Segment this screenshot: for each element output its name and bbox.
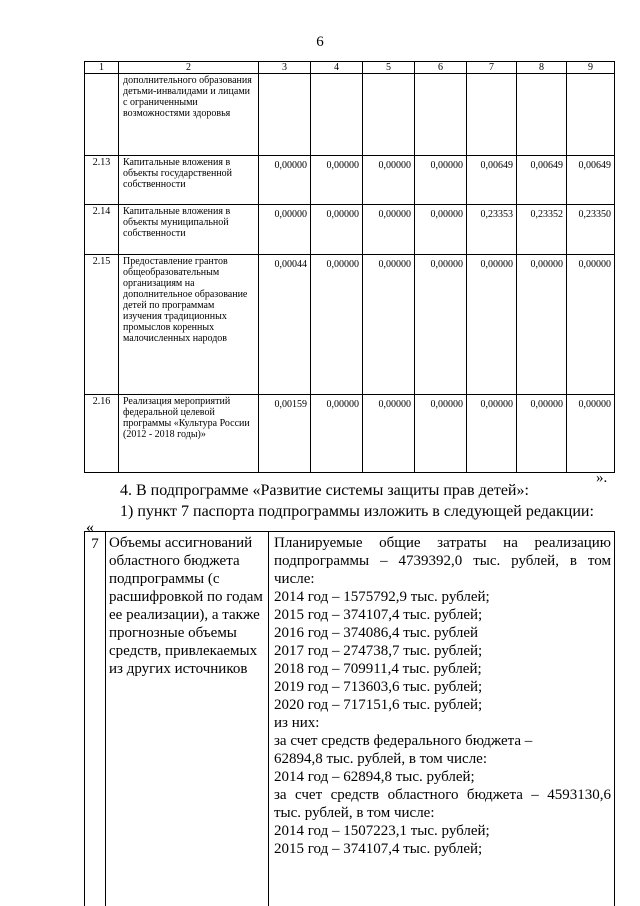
column-header: 6 bbox=[415, 62, 467, 74]
row-name: дополнительного образования детьми-инвалидами и лицами с ограниченными возможностями здоровья bbox=[119, 74, 259, 156]
description-line: 2016 год – 374086,4 тыс. рублей bbox=[274, 625, 479, 641]
row-name: Капитальные вложения в объекты муниципальной собственности bbox=[119, 205, 259, 255]
description-line: за счет средств федерального бюджета – bbox=[274, 733, 533, 749]
description-line: 2014 год – 1507223,1 тыс. рублей; bbox=[274, 823, 490, 839]
row-value: 0,00000 bbox=[311, 255, 363, 395]
row-value: 0,00000 bbox=[363, 395, 415, 473]
table-row bbox=[85, 395, 615, 473]
description-line: числе: bbox=[274, 571, 315, 587]
row-value: 0,23352 bbox=[517, 205, 567, 255]
row-value: 0,00000 bbox=[467, 395, 517, 473]
row-value: 0,00000 bbox=[311, 395, 363, 473]
row-number: 2.16 bbox=[85, 395, 119, 473]
row-value bbox=[467, 74, 517, 156]
item-description bbox=[269, 532, 615, 906]
allocation-share-table bbox=[84, 61, 615, 473]
table-row bbox=[85, 74, 615, 156]
row-value: 0,00000 bbox=[517, 255, 567, 395]
row-value: 0,00000 bbox=[259, 156, 311, 205]
row-value: 0,00000 bbox=[363, 255, 415, 395]
description-line: за счет средств областного бюджета – 4593130,6 bbox=[274, 787, 611, 803]
closing-quote: ». bbox=[596, 470, 608, 486]
row-value bbox=[259, 74, 311, 156]
row-value: 0,23353 bbox=[467, 205, 517, 255]
row-name: Капитальные вложения в объекты государственной собственности bbox=[119, 156, 259, 205]
column-header: 8 bbox=[517, 62, 567, 74]
row-number: 2.15 bbox=[85, 255, 119, 395]
table-row bbox=[85, 532, 615, 906]
table-row bbox=[85, 205, 615, 255]
row-number: 2.14 bbox=[85, 205, 119, 255]
passport-item-table bbox=[84, 531, 615, 906]
row-value bbox=[415, 74, 467, 156]
description-line: 2017 год – 274738,7 тыс. рублей; bbox=[274, 643, 483, 659]
description-line: 2015 год – 374107,4 тыс. рублей; bbox=[274, 841, 483, 857]
column-header: 3 bbox=[259, 62, 311, 74]
row-value: 0,00000 bbox=[259, 205, 311, 255]
description-line: 2019 год – 713603,6 тыс. рублей; bbox=[274, 679, 483, 695]
row-value: 0,00649 bbox=[517, 156, 567, 205]
row-value: 0,00000 bbox=[415, 395, 467, 473]
column-header: 5 bbox=[363, 62, 415, 74]
row-value bbox=[311, 74, 363, 156]
row-value bbox=[363, 74, 415, 156]
table-row bbox=[85, 156, 615, 205]
column-header: 4 bbox=[311, 62, 363, 74]
row-value: 0,00044 bbox=[259, 255, 311, 395]
description-line: Планируемые общие затраты на реализацию bbox=[274, 535, 611, 551]
row-value bbox=[517, 74, 567, 156]
description-line: тыс. рублей, в том числе: bbox=[274, 805, 435, 821]
row-name: Реализация мероприятий федеральной целевой программы «Культура России (2012 - 2018 годы)» bbox=[119, 395, 259, 473]
opening-quote: « bbox=[86, 519, 94, 536]
row-value: 0,00000 bbox=[415, 156, 467, 205]
row-value: 0,00000 bbox=[517, 395, 567, 473]
table-header-row bbox=[85, 62, 615, 74]
description-line: 2014 год – 62894,8 тыс. рублей; bbox=[274, 769, 475, 785]
page-number: 6 bbox=[316, 34, 324, 50]
column-header: 9 bbox=[567, 62, 615, 74]
row-name: Предоставление грантов общеобразовательным организациям на дополнительное образование детей по программам изучения традиционных промыслов коренных малочисленных народов bbox=[119, 255, 259, 395]
row-number: 2.13 bbox=[85, 156, 119, 205]
row-value: 0,00000 bbox=[415, 205, 467, 255]
row-value: 0,00649 bbox=[567, 156, 615, 205]
item-title: Объемы ассигнований областного бюджета подпрограммы (с расшифровкой по годам ее реализации), а также прогнозные объемы средств, привлекаемых из других источников bbox=[106, 532, 269, 906]
row-value bbox=[567, 74, 615, 156]
description-line: 2015 год – 374107,4 тыс. рублей; bbox=[274, 607, 483, 623]
description-line: 2018 год – 709911,4 тыс. рублей; bbox=[274, 661, 482, 677]
description-line: подпрограммы – 4739392,0 тыс. рублей, в том bbox=[274, 553, 611, 569]
row-value: 0,00000 bbox=[567, 395, 615, 473]
row-value: 0,00000 bbox=[363, 156, 415, 205]
row-value: 0,00000 bbox=[311, 205, 363, 255]
row-value: 0,00000 bbox=[311, 156, 363, 205]
row-value: 0,00000 bbox=[467, 255, 517, 395]
item-number: 7 bbox=[85, 532, 106, 906]
row-value: 0,00000 bbox=[363, 205, 415, 255]
description-line: 2020 год – 717151,6 тыс. рублей; bbox=[274, 697, 483, 713]
paragraph-item: 1) пункт 7 паспорта подпрограммы изложить в следующей редакции: bbox=[120, 503, 594, 520]
table-row bbox=[85, 255, 615, 395]
row-value: 0,00000 bbox=[567, 255, 615, 395]
column-header: 2 bbox=[119, 62, 259, 74]
description-line: из них: bbox=[274, 715, 320, 731]
row-number bbox=[85, 74, 119, 156]
row-value: 0,00649 bbox=[467, 156, 517, 205]
row-value: 0,00000 bbox=[415, 255, 467, 395]
column-header: 7 bbox=[467, 62, 517, 74]
row-value: 0,23350 bbox=[567, 205, 615, 255]
paragraph-subprogram: 4. В подпрограмме «Развитие системы защиты прав детей»: bbox=[120, 482, 529, 499]
row-value: 0,00159 bbox=[259, 395, 311, 473]
column-header: 1 bbox=[85, 62, 119, 74]
description-line: 62894,8 тыс. рублей, в том числе: bbox=[274, 751, 488, 767]
description-line: 2014 год – 1575792,9 тыс. рублей; bbox=[274, 589, 490, 605]
